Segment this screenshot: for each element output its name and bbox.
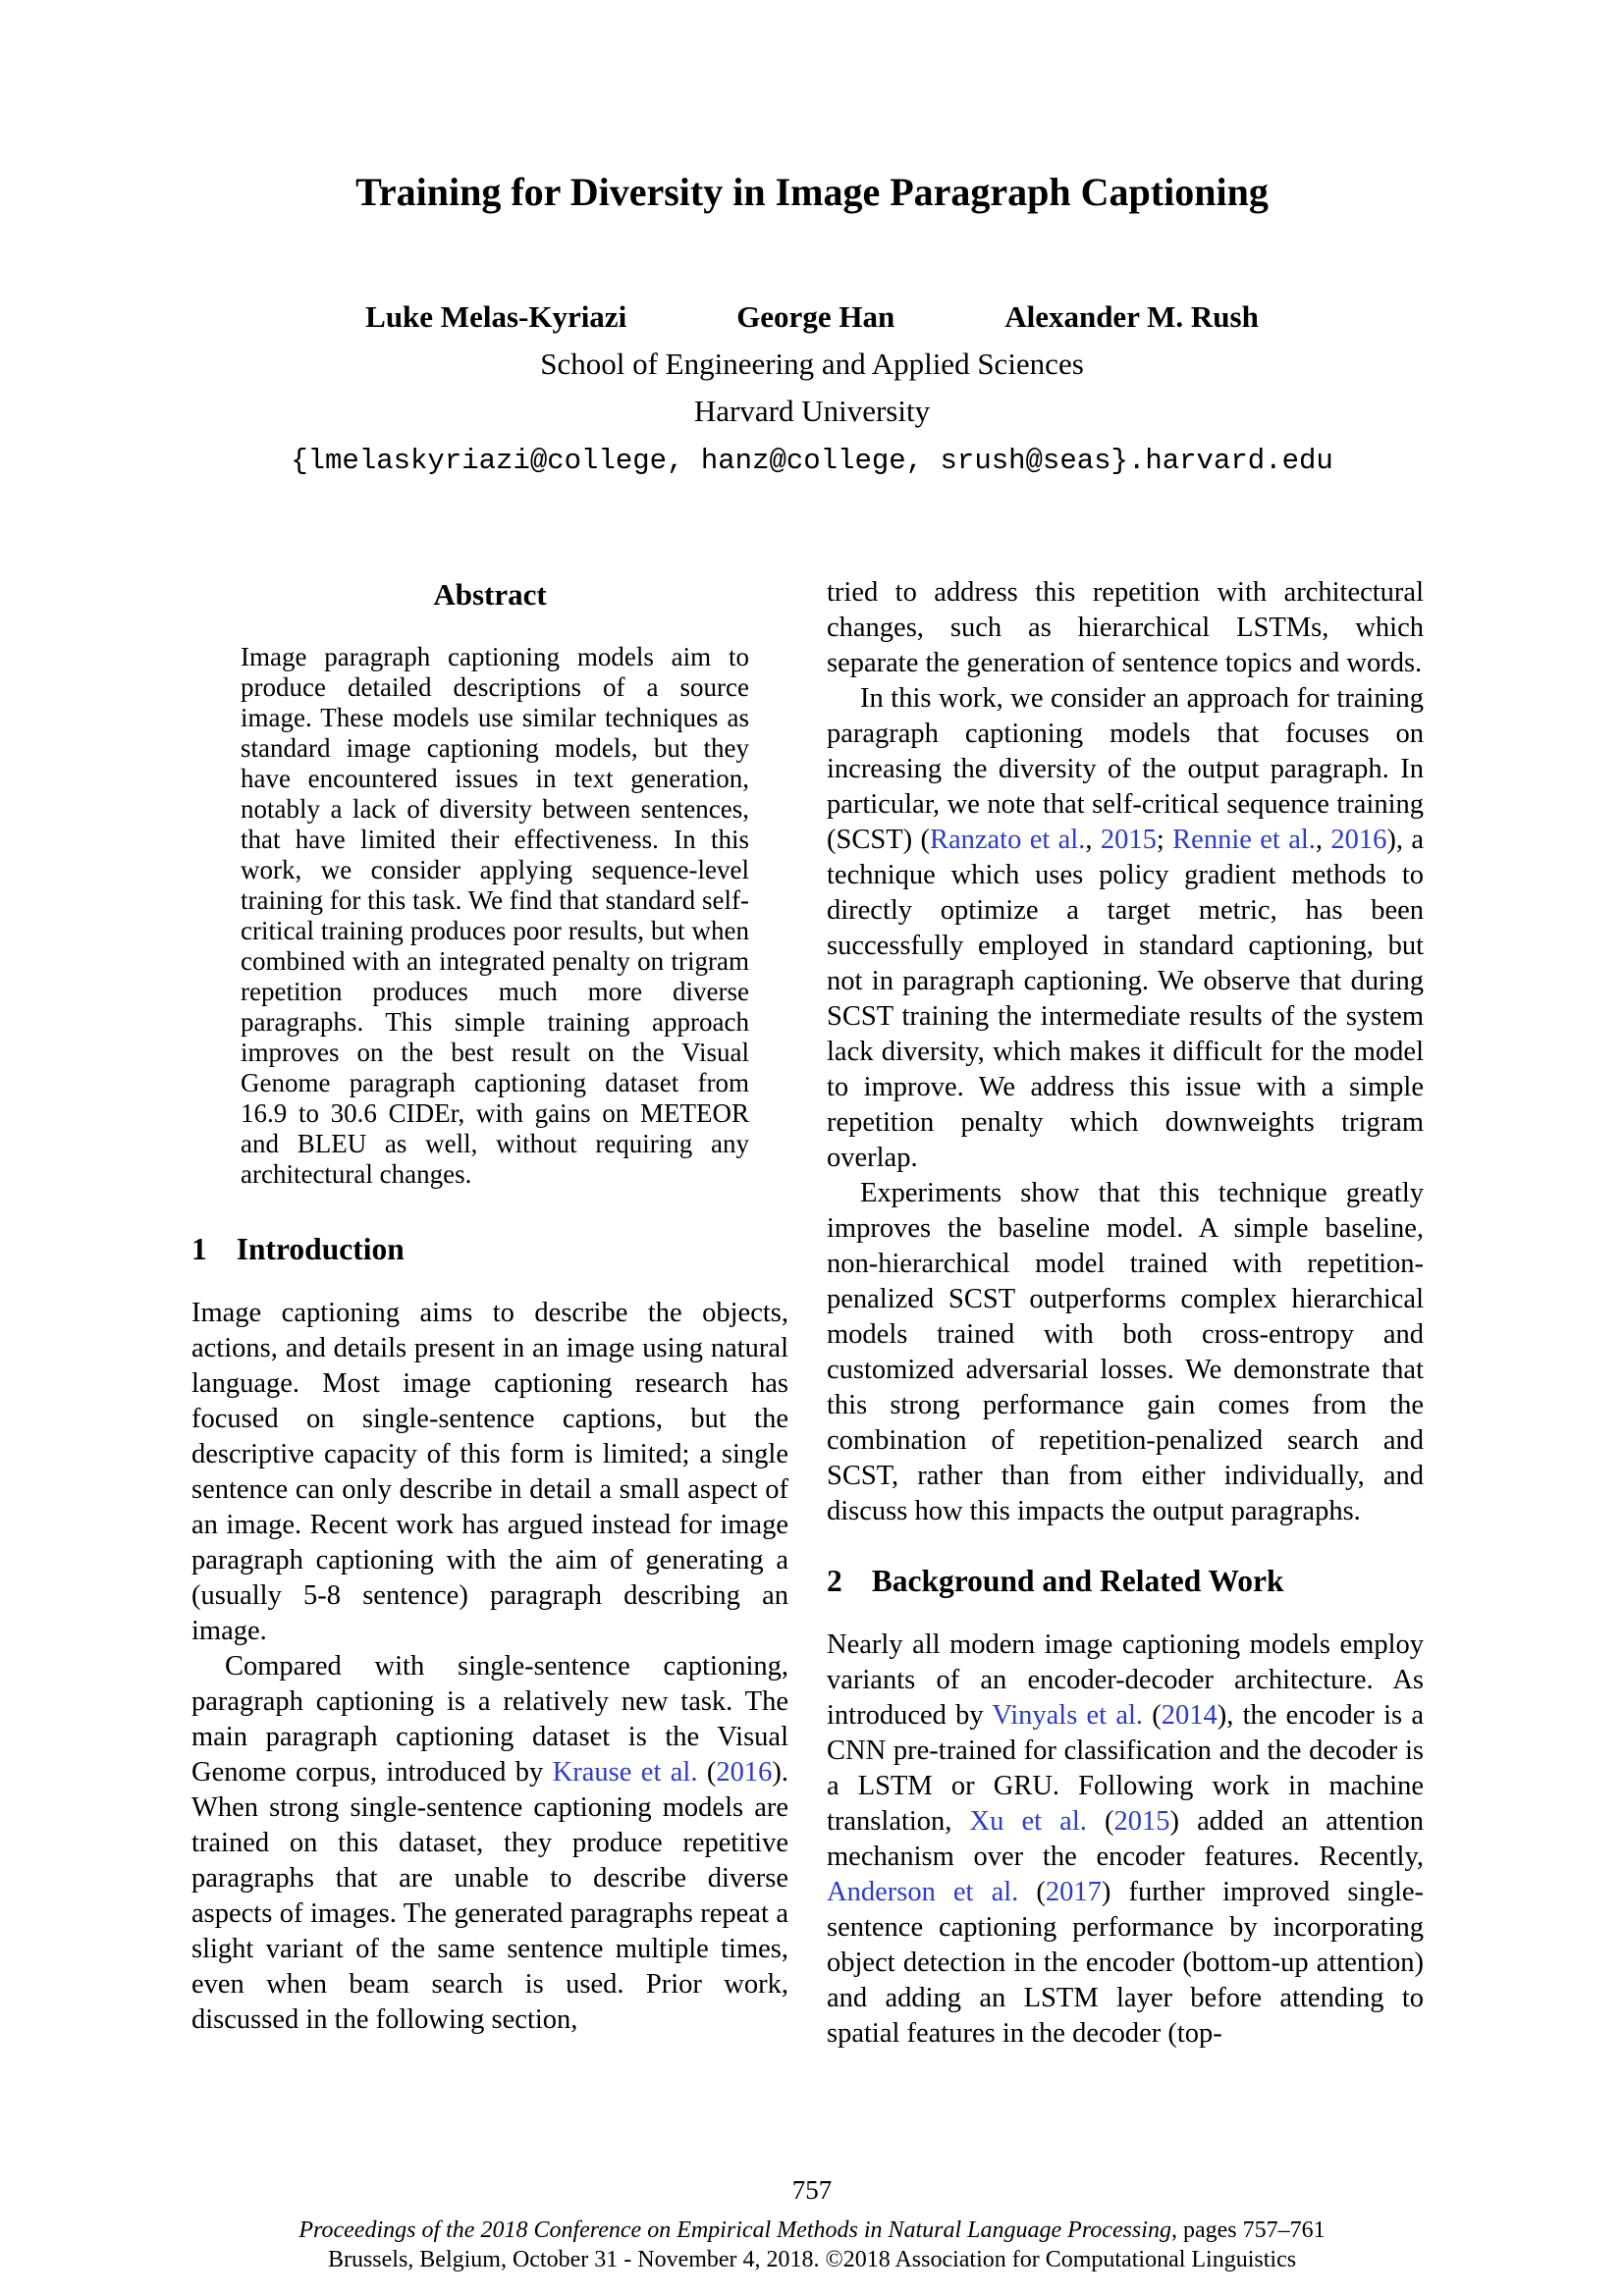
- right-column: [827, 575, 1424, 2107]
- author-row: [191, 298, 1433, 337]
- text-run: ) further improved single-sentence captioning performance by incorporating object detection in the encoder (bottom-up attention) and adding an LSTM layer before attending to spatial features in the decoder (top-: [827, 1877, 1424, 2050]
- footer-line-1: [0, 2216, 1624, 2245]
- section-number: 2: [827, 1564, 842, 1599]
- section-heading-background: [827, 1563, 1424, 1600]
- text-run: Nearly all modern image captioning models employ variants of an encoder-decoder architecture. As introduced by: [827, 1629, 1424, 1732]
- author-name: Alexander M. Rush: [1004, 299, 1259, 334]
- author-name: Luke Melas-Kyriazi: [365, 299, 627, 334]
- paragraph: [191, 1296, 788, 1649]
- abstract-heading: Abstract: [433, 577, 547, 613]
- citation-link[interactable]: Xu et al.: [969, 1806, 1087, 1838]
- text-run: (: [1086, 1806, 1114, 1838]
- section-title: Background and Related Work: [871, 1564, 1284, 1599]
- affiliation-line-2: Harvard University: [693, 394, 931, 429]
- section-title: Introduction: [236, 1232, 405, 1267]
- page-number: 757: [791, 2175, 833, 2205]
- paragraph: [827, 1176, 1424, 1529]
- text-run: Proceedings of the 2018 Conference on Empirical Methods in Natural Language Processing: [298, 2217, 1171, 2243]
- text-run: ,: [1085, 825, 1101, 856]
- author-emails: {lmelaskyriazi@college, hanz@college, srush@seas}.harvard.edu: [291, 445, 1333, 478]
- text-run: ) added an attention mechanism over the encoder features. Recently,: [827, 1806, 1424, 1873]
- text-run: (: [1018, 1877, 1046, 1908]
- text-run: Image captioning aims to describe the objects, actions, and details present in an image using natural language. Most image captioning research has focused on single-sentence captions, but the descriptive capacity of this form is limited; a single sentence can only describe in detail a small aspect of an image. Recent work has argued instead for image paragraph captioning with the aim of generating a (usually 5-8 sentence) paragraph describing an image.: [191, 1298, 788, 1647]
- paragraph: [827, 1628, 1424, 2052]
- paper-title: Training for Diversity in Image Paragraph Captioning: [355, 170, 1269, 214]
- text-run: ;: [1156, 825, 1173, 856]
- text-run: ). When strong single-sentence captioning models are trained on this dataset, they produce repetitive paragraphs that are unable to describe diverse aspects of images. The generated paragraphs repeat a slight variant of the same sentence multiple times, even when beam search is used. Prior work, discussed in the following section,: [191, 1757, 788, 2036]
- text-run: ,: [1315, 825, 1331, 856]
- abstract-body: Image paragraph captioning models aim to produce detailed descriptions of a source image. These models use similar techniques as standard image captioning models, but they have encountered issues in text generation, notably a lack of diversity between sentences, that have limited their effectiveness. In this work, we consider applying sequence-level training for this task. We find that standard self-critical training produces poor results, but when combined with an integrated penalty on trigram repetition produces much more diverse paragraphs. This simple training approach improves on the best result on the Visual Genome paragraph captioning dataset from 16.9 to 30.6 CIDEr, with gains on METEOR and BLEU as well, without requiring any architectural changes.: [241, 642, 749, 1190]
- paper-header: [191, 169, 1433, 477]
- two-column-body: [191, 575, 1433, 2107]
- page-footer: [0, 2175, 1624, 2274]
- citation-link[interactable]: 2016: [1330, 825, 1387, 856]
- citation-link[interactable]: 2015: [1113, 1806, 1170, 1838]
- left-column: [191, 575, 788, 2107]
- text-run: Experiments show that this technique greatly improves the baseline model. A simple baseline, non-hierarchical model trained with repetition-penalized SCST outperforms complex hierarchical models trained with both cross-entropy and customized adversarial losses. We demonstrate that this strong performance gain comes from the combination of repetition-penalized search and SCST, rather than from either individually, and discuss how this impacts the output paragraphs.: [827, 1178, 1424, 1527]
- citation-link[interactable]: Vinyals et al.: [992, 1700, 1144, 1732]
- citation-link[interactable]: Anderson et al.: [827, 1877, 1019, 1908]
- section-number: 1: [191, 1232, 207, 1267]
- citation-link[interactable]: 2014: [1161, 1700, 1218, 1732]
- citation-link[interactable]: Krause et al.: [552, 1757, 698, 1789]
- text-run: In this work, we consider an approach for training paragraph captioning models that focuses on increasing the diversity of the output paragraph. In particular, we note that self-critical sequence training (SCST) (: [827, 683, 1424, 856]
- author-name: George Han: [736, 299, 895, 334]
- citation-link[interactable]: Ranzato et al.: [929, 825, 1086, 856]
- text-run: (: [1143, 1700, 1162, 1732]
- text-run: tried to address this repetition with architectural changes, such as hierarchical LSTMs, which separate the generation of sentence topics and words.: [827, 577, 1424, 679]
- footer-line-2: Brussels, Belgium, October 31 - November 4, 2018. ©2018 Association for Computational Linguistics: [327, 2247, 1297, 2272]
- text-run: ), the encoder is a CNN pre-trained for classification and the decoder is a LSTM or GRU. Following work in machine translation,: [827, 1700, 1424, 1838]
- text-run: Compared with single-sentence captioning, paragraph captioning is a relatively new task. The main paragraph captioning dataset is the Visual Genome corpus, introduced by: [191, 1651, 788, 1789]
- text-run: ), a technique which uses policy gradient methods to directly optimize a target metric, has been successfully employed in standard captioning, but not in paragraph captioning. We observe that during SCST training the intermediate results of the system lack diversity, which makes it difficult for the model to improve. We address this issue with a simple repetition penalty which downweights trigram overlap.: [827, 825, 1424, 1174]
- text-run: (: [697, 1757, 717, 1789]
- paragraph: [827, 681, 1424, 1176]
- paragraph: [827, 575, 1424, 681]
- citation-link[interactable]: 2015: [1100, 825, 1157, 856]
- paragraph: [191, 1649, 788, 2038]
- citation-link[interactable]: 2017: [1045, 1877, 1102, 1908]
- affiliation-line-1: School of Engineering and Applied Sciences: [540, 346, 1084, 381]
- citation-link[interactable]: Rennie et al.: [1172, 825, 1316, 856]
- section-heading-introduction: [191, 1231, 788, 1268]
- citation-link[interactable]: 2016: [716, 1757, 773, 1789]
- text-run: , pages 757–761: [1170, 2217, 1326, 2243]
